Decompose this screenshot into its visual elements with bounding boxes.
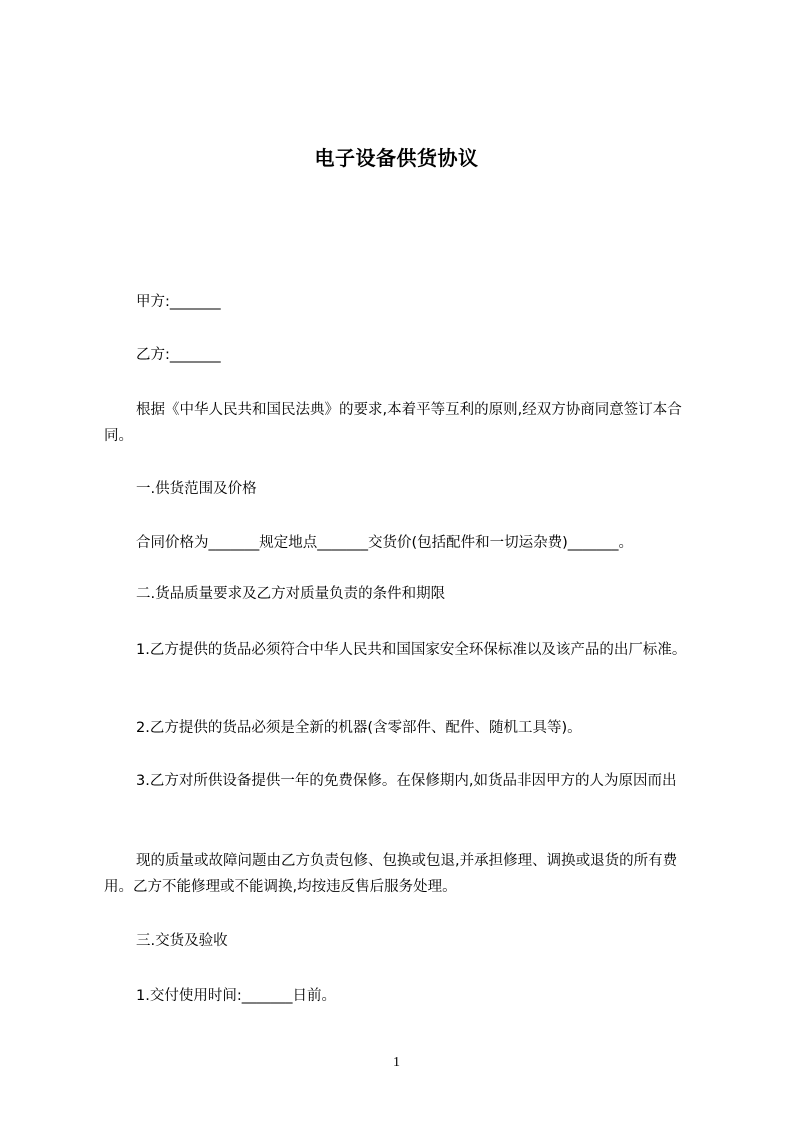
section-2-item-3-continuation: 现的质量或故障问题由乙方负责包修、包换或包退,并承担修理、调换或退货的所有费用。乙方不能修理或不能调换,均按违反售后服务处理。 bbox=[104, 853, 678, 895]
document-title: 电子设备供货协议 bbox=[314, 146, 479, 170]
party-b-line: 乙方:_______ bbox=[136, 347, 221, 363]
section-3-item-1: 1.交付使用时间:_______日前。 bbox=[136, 988, 336, 1004]
section-2-heading: 二.货品质量要求及乙方对质量负责的条件和期限 bbox=[136, 586, 446, 602]
section-2-item-2: 2.乙方提供的货品必须是全新的机器(含零部件、配件、随机工具等)。 bbox=[136, 720, 582, 736]
section-3-heading: 三.交货及验收 bbox=[136, 933, 228, 949]
section-1-heading: 一.供货范围及价格 bbox=[136, 481, 257, 497]
section-2-item-1: 1.乙方提供的货品必须符合中华人民共和国国家安全环保标准以及该产品的出厂标准。 bbox=[136, 642, 687, 658]
intro-paragraph: 根据《中华人民共和国民法典》的要求,本着平等互利的原则,经双方协商同意签订本合同。 bbox=[104, 402, 682, 444]
section-1-text: 合同价格为_______规定地点_______交货价(包括配件和一切运杂费)_______。 bbox=[136, 535, 634, 551]
section-2-item-3: 3.乙方对所供设备提供一年的免费保修。在保修期内,如货品非因甲方的人为原因而出 bbox=[136, 773, 677, 789]
party-a-line: 甲方:_______ bbox=[136, 294, 221, 310]
page-number: 1 bbox=[393, 1055, 400, 1070]
